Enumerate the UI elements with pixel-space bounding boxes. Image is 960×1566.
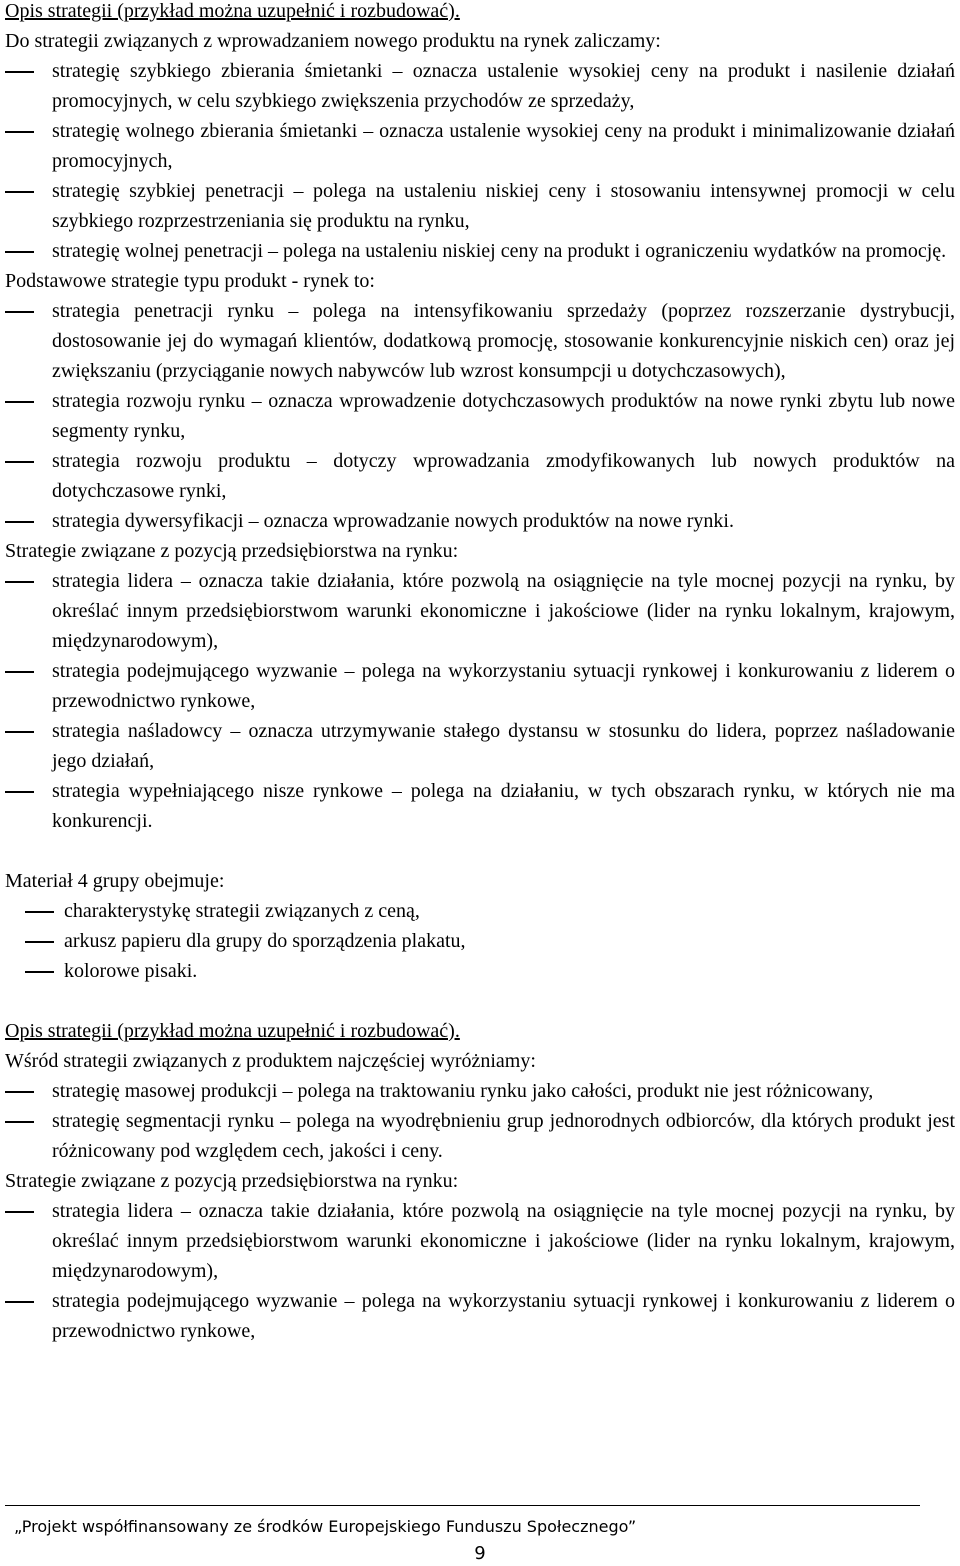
list-item: strategia dywersyfikacji – oznacza wprowadzanie nowych produktów na nowe rynki. <box>5 506 955 536</box>
list-item: arkusz papieru dla grupy do sporządzenia plakatu, <box>5 926 955 956</box>
section-intro: Materiał 4 grupy obejmuje: <box>5 870 225 892</box>
list-item: strategię szybkiej penetracji – polega na ustaleniu niskiej ceny i stosowaniu intensywnej promocji w celu szybkiego rozprzestrzeniania się produktu na rynku, <box>5 176 955 236</box>
list-item: kolorowe pisaki. <box>5 956 955 986</box>
list-item: strategia naśladowcy – oznacza utrzymywanie stałego dystansu w stosunku do lidera, poprzez naśladowanie jego działań, <box>5 716 955 776</box>
list-item: strategię wolnej penetracji – polega na ustaleniu niskiej ceny na produkt i ograniczeniu wydatków na promocję. <box>5 236 955 266</box>
list-item: strategia penetracji rynku – polega na intensyfikowaniu sprzedaży (poprzez rozszerzanie dystrybucji, dostosowanie jej do wymagań klientów, dodatkową promocję, stosowanie konkurencyjnie niskich cen) oraz jej zwiększaniu (przyciąganie nowych nabywców lub wzrost konsumpcji u dotychczasowych), <box>5 296 955 386</box>
strategy-list <box>5 566 955 836</box>
strategy-list <box>5 1076 955 1166</box>
list-item: strategię wolnego zbierania śmietanki – oznacza ustalenie wysokiej ceny na produkt i minimalizowanie działań promocyjnych, <box>5 116 955 176</box>
list-item: strategia lidera – oznacza takie działania, które pozwolą na osiągnięcie na tyle mocnej pozycji na rynku, by określać innym przedsiębiorstwom warunki ekonomiczne i jakościowe (lider na rynku lokalnym, krajowym, międzynarodowym), <box>5 566 955 656</box>
list-item: strategia podejmującego wyzwanie – polega na wykorzystaniu sytuacji rynkowej i konkurowaniu z liderem o przewodnictwo rynkowe, <box>5 656 955 716</box>
list-item: strategia podejmującego wyzwanie – polega na wykorzystaniu sytuacji rynkowej i konkurowaniu z liderem o przewodnictwo rynkowe, <box>5 1286 955 1346</box>
page-number: 9 <box>474 1543 486 1564</box>
list-item: strategia rozwoju produktu – dotyczy wprowadzania zmodyfikowanych lub nowych produktów na dotychczasowe rynki, <box>5 446 955 506</box>
strategy-list <box>5 56 955 266</box>
section-intro: Strategie związane z pozycją przedsiębiorstwa na rynku: <box>5 540 459 562</box>
list-item: charakterystykę strategii związanych z ceną, <box>5 896 955 926</box>
section-intro: Podstawowe strategie typu produkt - rynek to: <box>5 270 375 292</box>
strategy-list <box>5 296 955 536</box>
spacer <box>5 986 955 1016</box>
list-item: strategia rozwoju rynku – oznacza wprowadzenie dotychczasowych produktów na nowe rynki zbytu lub nowe segmenty rynku, <box>5 386 955 446</box>
document-body <box>5 0 955 1346</box>
list-item: strategia lidera – oznacza takie działania, które pozwolą na osiągnięcie na tyle mocnej pozycji na rynku, by określać innym przedsiębiorstwom warunki ekonomiczne i jakościowe (lider na rynku lokalnym, krajowym, międzynarodowym), <box>5 1196 955 1286</box>
footer-divider <box>5 1505 920 1506</box>
list-item: strategię segmentacji rynku – polega na wyodrębnieniu grup jednorodnych odbiorców, dla których produkt jest różnicowany pod względem cech, jakości i ceny. <box>5 1106 955 1166</box>
list-item: strategia wypełniającego nisze rynkowe – polega na działaniu, w tych obszarach rynku, w których nie ma konkurencji. <box>5 776 955 836</box>
materials-list <box>5 896 955 986</box>
section-intro: Wśród strategii związanych z produktem najczęściej wyróżniamy: <box>5 1050 536 1072</box>
section-intro: Strategie związane z pozycją przedsiębiorstwa na rynku: <box>5 1170 459 1192</box>
list-item: strategię masowej produkcji – polega na traktowaniu rynku jako całości, produkt nie jest różnicowany, <box>5 1076 955 1106</box>
footer-text: „Projekt współfinansowany ze środków Europejskiego Funduszu Społecznego” <box>14 1517 637 1536</box>
section-heading: Opis strategii (przykład można uzupełnić i rozbudować). <box>5 0 460 22</box>
section-heading: Opis strategii (przykład można uzupełnić i rozbudować). <box>5 1020 460 1042</box>
section-intro: Do strategii związanych z wprowadzaniem nowego produktu na rynek zaliczamy: <box>5 30 661 52</box>
strategy-list <box>5 1196 955 1346</box>
spacer <box>5 836 955 866</box>
list-item: strategię szybkiego zbierania śmietanki – oznacza ustalenie wysokiej ceny na produkt i nasilenie działań promocyjnych, w celu szybkiego zwiększenia przychodów ze sprzedaży, <box>5 56 955 116</box>
